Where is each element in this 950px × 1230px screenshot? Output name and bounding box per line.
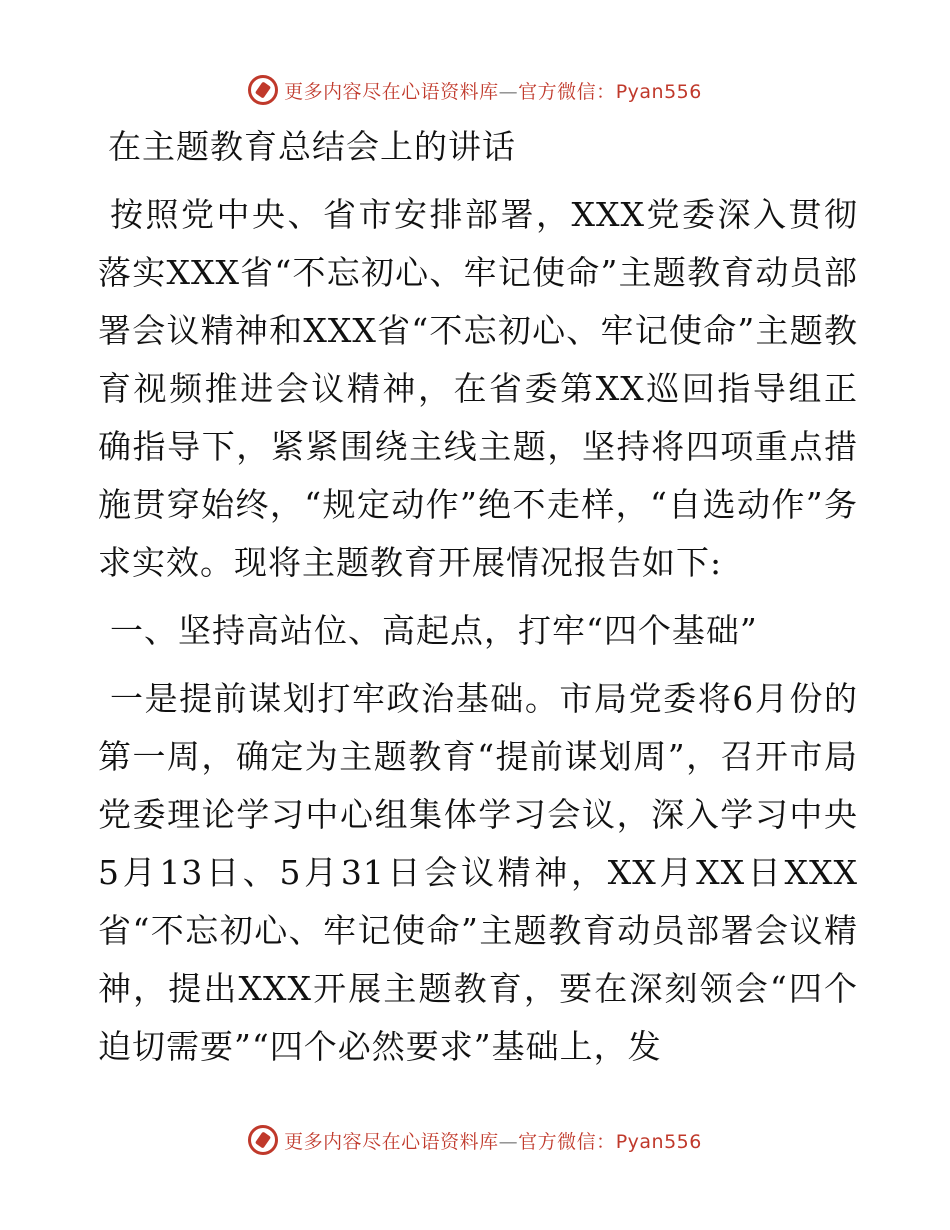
watermark-text: 更多内容尽在心语资料库—官方微信：Pyan556 (284, 1130, 702, 1153)
paragraph-section-1: 一是提前谋划打牢政治基础。市局党委将6月份的第一周，确定为主题教育“提前谋划周”，召开市局党委理论学习中心组集体学习会议，深入学习中央5月13日、5月31日会议精神，XX月XX日XXX省“不忘初心、牢记使命”主题教育动员部署会议精神，提出XXX开展主题教育，要在深刻领会“四个迫切需要”“四个必然要求”基础上，发 (98, 679, 858, 1066)
paragraph-intro: 按照党中央、省市安排部署，XXX党委深入贯彻落实XXX省“不忘初心、牢记使命”主题教育动员部署会议精神和XXX省“不忘初心、牢记使命”主题教育视频推进会议精神，在省委第XX巡回指导组正确指导下，紧紧围绕主线主题，坚持将四项重点措施贯穿始终，“规定动作”绝不走样，“自选动作”务求实效。现将主题教育开展情况报告如下: (98, 195, 858, 582)
section-heading: 一、坚持高站位、高起点，打牢“四个基础” (110, 611, 758, 650)
library-logo-icon (248, 1125, 278, 1155)
header-watermark (0, 70, 950, 110)
footer-watermark (0, 1120, 950, 1160)
library-logo-icon (248, 75, 278, 105)
document-title: 在主题教育总结会上的讲话 (108, 127, 516, 166)
document-body (98, 118, 858, 1086)
watermark-text: 更多内容尽在心语资料库—官方微信：Pyan556 (284, 80, 702, 103)
